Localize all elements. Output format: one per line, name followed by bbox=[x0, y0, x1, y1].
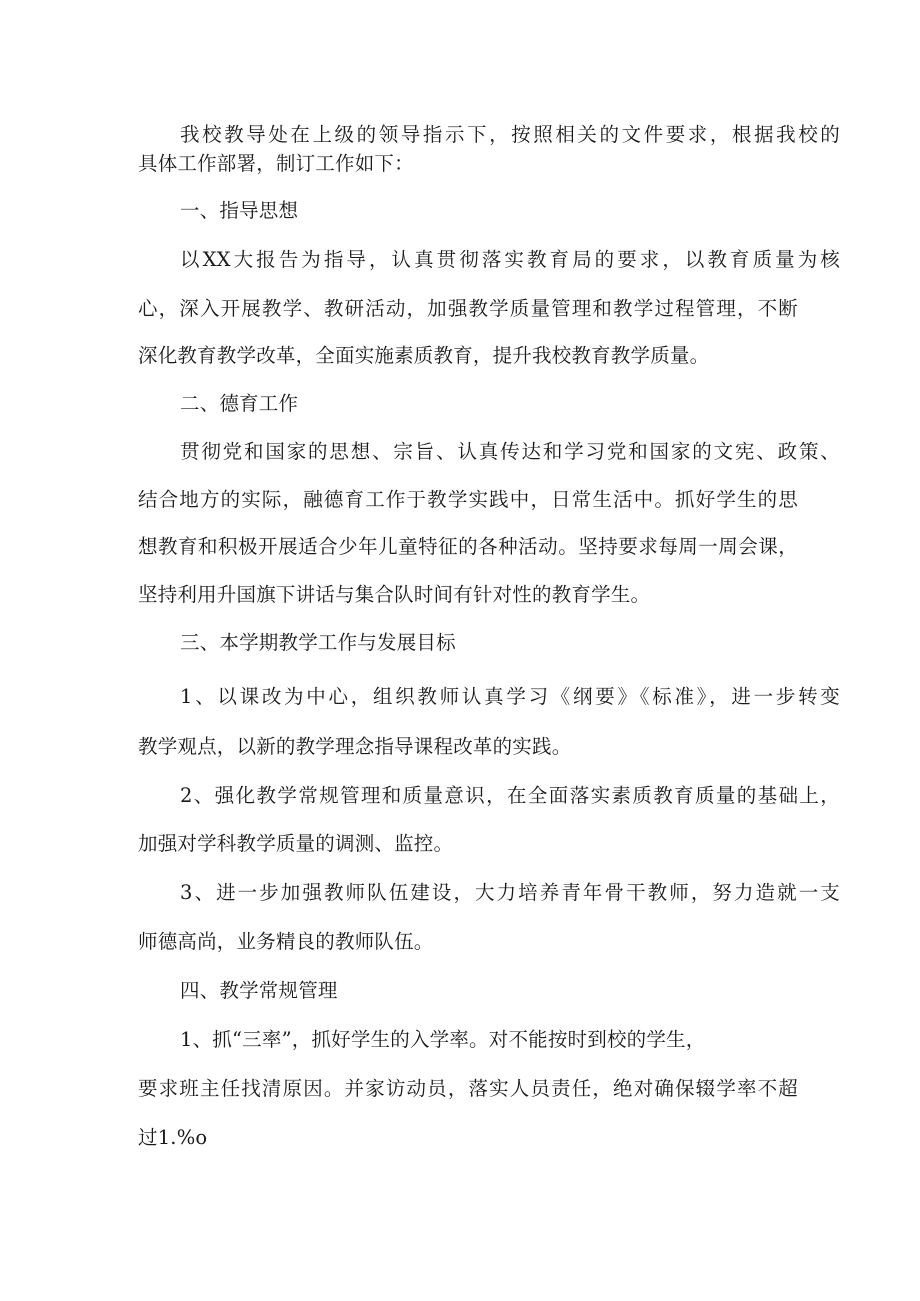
section-1-line-2: 心，深入开展教学、教研活动，加强教学质量管理和教学过程管理，不断 bbox=[138, 297, 798, 320]
section-4-item-1-line-1: 1、抓“三率”，抓好学生的入学率。对不能按时到校的学生， bbox=[180, 1028, 706, 1051]
section-4-item-1-line-2: 要求班主任找清原因。并家访动员，落实人员责任，绝对确保辍学率不超 bbox=[138, 1077, 798, 1100]
section-4-item-1-line-3: 过1.%o bbox=[138, 1126, 208, 1149]
section-2-line-2: 结合地方的实际，融德育工作于教学实践中，日常生活中。抓好学生的思 bbox=[138, 488, 798, 511]
section-heading-2: 二、德育工作 bbox=[180, 392, 299, 415]
section-3-item-2-line-2: 加强对学科教学质量的调测、监控。 bbox=[138, 832, 454, 855]
intro-line-1: 我校教导处在上级的领导指示下，按照相关的文件要求，根据我校的 bbox=[180, 123, 840, 146]
section-3-item-1-line-1: 1、以课改为中心，组织教师认真学习《纲要》《标准》，进一步转变 bbox=[180, 685, 840, 708]
section-1-line-1: 以XX大报告为指导，认真贯彻落实教育局的要求，以教育质量为核 bbox=[180, 248, 840, 271]
section-heading-1: 一、指导思想 bbox=[180, 199, 299, 222]
section-3-item-1-line-2: 教学观点，以新的教学理念指导课程改革的实践。 bbox=[138, 735, 572, 758]
section-2-line-1: 贯彻党和国家的思想、宗旨、认真传达和学习党和国家的文宪、政策、 bbox=[180, 440, 840, 463]
section-3-item-2-line-1: 2、强化教学常规管理和质量意识，在全面落实素质教育质量的基础上， bbox=[180, 784, 840, 807]
section-heading-4: 四、教学常规管理 bbox=[180, 979, 338, 1002]
section-2-line-4: 坚持利用升国旗下讲话与集合队时间有针对性的教育学生。 bbox=[138, 583, 651, 606]
section-heading-3: 三、本学期教学工作与发展目标 bbox=[180, 631, 456, 654]
section-2-line-3: 想教育和积极开展适合少年儿童特征的各种活动。坚持要求每周一周会课， bbox=[138, 535, 798, 558]
intro-line-2: 具体工作部署，制订工作如下： bbox=[138, 152, 414, 175]
section-3-item-3-line-2: 师德高尚，业务精良的教师队伍。 bbox=[138, 930, 434, 953]
section-1-line-3: 深化教育教学改革，全面实施素质教育，提升我校教育教学质量。 bbox=[138, 344, 710, 367]
section-3-item-3-line-1: 3、进一步加强教师队伍建设，大力培养青年骨干教师，努力造就一支 bbox=[180, 881, 840, 904]
